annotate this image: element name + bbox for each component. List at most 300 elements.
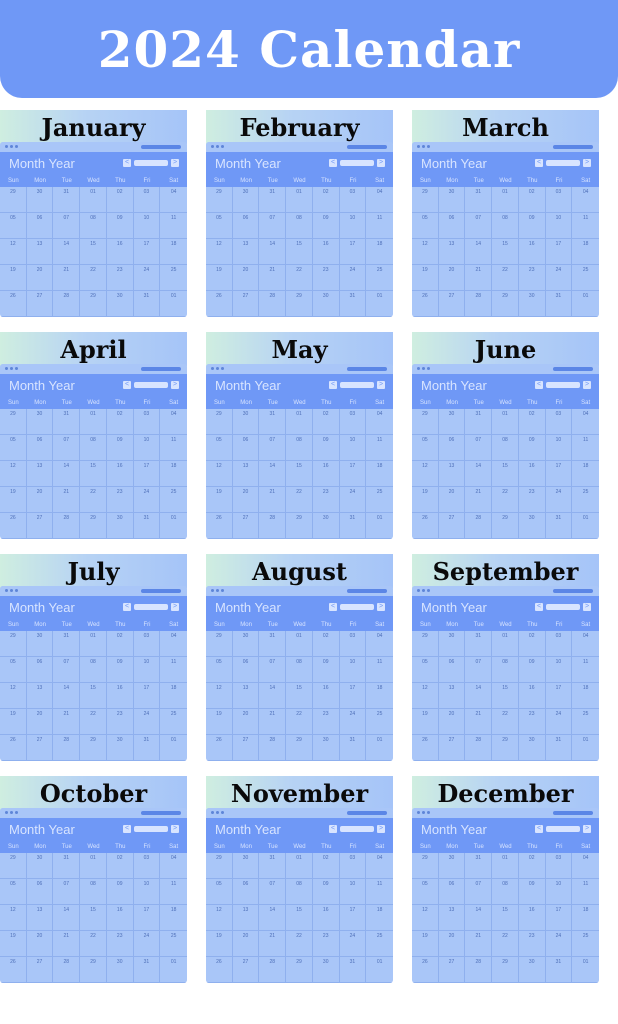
day-cell[interactable]: 31: [340, 957, 367, 983]
day-cell[interactable]: 06: [233, 435, 260, 461]
day-cell[interactable]: 03: [546, 409, 573, 435]
day-cell[interactable]: 29: [412, 631, 439, 657]
day-cell[interactable]: 29: [0, 853, 27, 879]
day-cell[interactable]: 04: [572, 409, 599, 435]
day-cell[interactable]: 28: [259, 513, 286, 539]
day-cell[interactable]: 09: [519, 213, 546, 239]
day-cell[interactable]: 08: [80, 435, 107, 461]
day-cell[interactable]: 03: [340, 631, 367, 657]
day-cell[interactable]: 03: [134, 187, 161, 213]
day-cell[interactable]: 06: [439, 879, 466, 905]
next-month-button[interactable]: >: [378, 381, 384, 388]
day-cell[interactable]: 18: [160, 461, 187, 487]
day-cell[interactable]: 26: [0, 735, 27, 761]
prev-month-button[interactable]: <: [124, 603, 130, 610]
day-cell[interactable]: 22: [80, 931, 107, 957]
day-cell[interactable]: 18: [366, 461, 393, 487]
day-cell[interactable]: 29: [492, 291, 519, 317]
prev-month-button[interactable]: <: [330, 159, 336, 166]
day-cell[interactable]: 26: [0, 957, 27, 983]
day-cell[interactable]: 16: [313, 239, 340, 265]
day-cell[interactable]: 15: [492, 683, 519, 709]
day-cell[interactable]: 12: [0, 461, 27, 487]
day-cell[interactable]: 27: [439, 957, 466, 983]
day-cell[interactable]: 06: [233, 657, 260, 683]
month-select-bar[interactable]: [546, 604, 580, 610]
day-cell[interactable]: 17: [340, 905, 367, 931]
day-cell[interactable]: 16: [313, 905, 340, 931]
day-cell[interactable]: 17: [134, 239, 161, 265]
day-cell[interactable]: 12: [412, 239, 439, 265]
day-cell[interactable]: 14: [53, 461, 80, 487]
day-cell[interactable]: 03: [134, 853, 161, 879]
day-cell[interactable]: 03: [134, 409, 161, 435]
day-cell[interactable]: 29: [0, 631, 27, 657]
day-cell[interactable]: 05: [206, 213, 233, 239]
day-cell[interactable]: 29: [206, 409, 233, 435]
day-cell[interactable]: 16: [519, 905, 546, 931]
day-cell[interactable]: 19: [206, 265, 233, 291]
day-cell[interactable]: 10: [546, 657, 573, 683]
day-cell[interactable]: 30: [439, 631, 466, 657]
day-cell[interactable]: 28: [259, 957, 286, 983]
day-cell[interactable]: 27: [439, 735, 466, 761]
day-cell[interactable]: 20: [27, 487, 54, 513]
day-cell[interactable]: 24: [340, 709, 367, 735]
day-cell[interactable]: 31: [53, 409, 80, 435]
day-cell[interactable]: 16: [107, 461, 134, 487]
prev-month-button[interactable]: <: [124, 825, 130, 832]
day-cell[interactable]: 02: [313, 853, 340, 879]
day-cell[interactable]: 13: [233, 461, 260, 487]
day-cell[interactable]: 14: [465, 461, 492, 487]
day-cell[interactable]: 28: [465, 291, 492, 317]
day-cell[interactable]: 08: [492, 213, 519, 239]
day-cell[interactable]: 31: [465, 853, 492, 879]
day-cell[interactable]: 26: [0, 513, 27, 539]
day-cell[interactable]: 24: [546, 931, 573, 957]
day-cell[interactable]: 07: [53, 879, 80, 905]
day-cell[interactable]: 08: [492, 879, 519, 905]
day-cell[interactable]: 31: [340, 735, 367, 761]
day-cell[interactable]: 30: [313, 291, 340, 317]
day-cell[interactable]: 08: [80, 879, 107, 905]
day-cell[interactable]: 30: [519, 513, 546, 539]
day-cell[interactable]: 30: [313, 513, 340, 539]
day-cell[interactable]: 04: [572, 853, 599, 879]
day-cell[interactable]: 13: [233, 239, 260, 265]
day-cell[interactable]: 20: [439, 709, 466, 735]
day-cell[interactable]: 30: [107, 291, 134, 317]
day-cell[interactable]: 16: [107, 239, 134, 265]
prev-month-button[interactable]: <: [330, 825, 336, 832]
day-cell[interactable]: 10: [546, 879, 573, 905]
day-cell[interactable]: 31: [465, 631, 492, 657]
day-cell[interactable]: 31: [259, 853, 286, 879]
day-cell[interactable]: 01: [160, 735, 187, 761]
day-cell[interactable]: 31: [465, 187, 492, 213]
day-cell[interactable]: 01: [492, 853, 519, 879]
day-cell[interactable]: 01: [160, 291, 187, 317]
day-cell[interactable]: 10: [134, 435, 161, 461]
day-cell[interactable]: 11: [160, 435, 187, 461]
day-cell[interactable]: 22: [492, 487, 519, 513]
day-cell[interactable]: 20: [27, 265, 54, 291]
day-cell[interactable]: 21: [465, 265, 492, 291]
prev-month-button[interactable]: <: [330, 603, 336, 610]
day-cell[interactable]: 01: [286, 631, 313, 657]
day-cell[interactable]: 05: [412, 879, 439, 905]
day-cell[interactable]: 15: [286, 239, 313, 265]
day-cell[interactable]: 10: [134, 879, 161, 905]
day-cell[interactable]: 18: [160, 239, 187, 265]
day-cell[interactable]: 10: [340, 213, 367, 239]
day-cell[interactable]: 04: [366, 409, 393, 435]
day-cell[interactable]: 16: [107, 683, 134, 709]
day-cell[interactable]: 04: [572, 187, 599, 213]
day-cell[interactable]: 17: [546, 683, 573, 709]
day-cell[interactable]: 01: [572, 291, 599, 317]
day-cell[interactable]: 31: [259, 187, 286, 213]
month-select-bar[interactable]: [546, 160, 580, 166]
month-select-bar[interactable]: [134, 382, 168, 388]
day-cell[interactable]: 04: [366, 187, 393, 213]
day-cell[interactable]: 22: [286, 709, 313, 735]
day-cell[interactable]: 24: [546, 709, 573, 735]
day-cell[interactable]: 10: [546, 435, 573, 461]
day-cell[interactable]: 29: [206, 631, 233, 657]
day-cell[interactable]: 22: [80, 709, 107, 735]
day-cell[interactable]: 02: [519, 853, 546, 879]
day-cell[interactable]: 05: [412, 213, 439, 239]
day-cell[interactable]: 31: [134, 291, 161, 317]
day-cell[interactable]: 12: [206, 905, 233, 931]
day-cell[interactable]: 07: [465, 213, 492, 239]
day-cell[interactable]: 21: [53, 931, 80, 957]
day-cell[interactable]: 29: [286, 735, 313, 761]
day-cell[interactable]: 03: [340, 409, 367, 435]
day-cell[interactable]: 21: [465, 931, 492, 957]
prev-month-button[interactable]: <: [124, 159, 130, 166]
day-cell[interactable]: 19: [0, 265, 27, 291]
day-cell[interactable]: 15: [492, 905, 519, 931]
day-cell[interactable]: 01: [80, 409, 107, 435]
day-cell[interactable]: 29: [0, 187, 27, 213]
day-cell[interactable]: 05: [206, 435, 233, 461]
day-cell[interactable]: 09: [107, 657, 134, 683]
day-cell[interactable]: 02: [107, 187, 134, 213]
day-cell[interactable]: 12: [206, 683, 233, 709]
day-cell[interactable]: 23: [519, 265, 546, 291]
day-cell[interactable]: 12: [206, 239, 233, 265]
day-cell[interactable]: 29: [412, 187, 439, 213]
day-cell[interactable]: 24: [134, 487, 161, 513]
day-cell[interactable]: 11: [366, 879, 393, 905]
day-cell[interactable]: 04: [366, 853, 393, 879]
day-cell[interactable]: 25: [366, 709, 393, 735]
day-cell[interactable]: 29: [80, 513, 107, 539]
day-cell[interactable]: 04: [572, 631, 599, 657]
day-cell[interactable]: 28: [53, 513, 80, 539]
day-cell[interactable]: 13: [439, 683, 466, 709]
day-cell[interactable]: 21: [53, 487, 80, 513]
month-select-bar[interactable]: [340, 826, 374, 832]
day-cell[interactable]: 09: [313, 657, 340, 683]
day-cell[interactable]: 25: [160, 487, 187, 513]
day-cell[interactable]: 14: [259, 683, 286, 709]
day-cell[interactable]: 06: [439, 657, 466, 683]
day-cell[interactable]: 29: [492, 957, 519, 983]
day-cell[interactable]: 27: [439, 291, 466, 317]
day-cell[interactable]: 07: [53, 213, 80, 239]
day-cell[interactable]: 15: [80, 905, 107, 931]
day-cell[interactable]: 12: [0, 239, 27, 265]
day-cell[interactable]: 07: [53, 657, 80, 683]
day-cell[interactable]: 31: [134, 513, 161, 539]
day-cell[interactable]: 18: [366, 239, 393, 265]
day-cell[interactable]: 12: [412, 461, 439, 487]
day-cell[interactable]: 19: [412, 265, 439, 291]
day-cell[interactable]: 30: [27, 853, 54, 879]
day-cell[interactable]: 30: [439, 187, 466, 213]
day-cell[interactable]: 02: [107, 409, 134, 435]
day-cell[interactable]: 31: [546, 513, 573, 539]
day-cell[interactable]: 31: [546, 735, 573, 761]
day-cell[interactable]: 05: [0, 213, 27, 239]
day-cell[interactable]: 29: [80, 291, 107, 317]
day-cell[interactable]: 13: [27, 239, 54, 265]
day-cell[interactable]: 11: [572, 435, 599, 461]
day-cell[interactable]: 24: [134, 931, 161, 957]
next-month-button[interactable]: >: [584, 603, 590, 610]
day-cell[interactable]: 01: [286, 409, 313, 435]
day-cell[interactable]: 30: [313, 957, 340, 983]
next-month-button[interactable]: >: [378, 159, 384, 166]
day-cell[interactable]: 20: [233, 265, 260, 291]
day-cell[interactable]: 22: [286, 931, 313, 957]
day-cell[interactable]: 07: [259, 879, 286, 905]
day-cell[interactable]: 30: [313, 735, 340, 761]
day-cell[interactable]: 05: [0, 657, 27, 683]
day-cell[interactable]: 07: [259, 657, 286, 683]
next-month-button[interactable]: >: [172, 825, 178, 832]
day-cell[interactable]: 13: [27, 461, 54, 487]
day-cell[interactable]: 11: [160, 213, 187, 239]
day-cell[interactable]: 04: [160, 631, 187, 657]
day-cell[interactable]: 14: [259, 239, 286, 265]
day-cell[interactable]: 29: [0, 409, 27, 435]
day-cell[interactable]: 11: [366, 213, 393, 239]
day-cell[interactable]: 24: [134, 265, 161, 291]
day-cell[interactable]: 30: [519, 735, 546, 761]
day-cell[interactable]: 27: [27, 513, 54, 539]
day-cell[interactable]: 17: [340, 239, 367, 265]
next-month-button[interactable]: >: [378, 825, 384, 832]
day-cell[interactable]: 29: [286, 513, 313, 539]
day-cell[interactable]: 23: [107, 931, 134, 957]
day-cell[interactable]: 18: [366, 905, 393, 931]
day-cell[interactable]: 01: [572, 957, 599, 983]
day-cell[interactable]: 25: [160, 265, 187, 291]
day-cell[interactable]: 28: [465, 957, 492, 983]
prev-month-button[interactable]: <: [124, 381, 130, 388]
month-select-bar[interactable]: [134, 160, 168, 166]
day-cell[interactable]: 14: [259, 905, 286, 931]
day-cell[interactable]: 08: [286, 879, 313, 905]
day-cell[interactable]: 31: [465, 409, 492, 435]
prev-month-button[interactable]: <: [536, 159, 542, 166]
day-cell[interactable]: 27: [27, 957, 54, 983]
day-cell[interactable]: 03: [546, 187, 573, 213]
day-cell[interactable]: 19: [412, 709, 439, 735]
day-cell[interactable]: 17: [340, 461, 367, 487]
day-cell[interactable]: 01: [160, 957, 187, 983]
day-cell[interactable]: 04: [366, 631, 393, 657]
day-cell[interactable]: 22: [492, 709, 519, 735]
day-cell[interactable]: 21: [259, 487, 286, 513]
day-cell[interactable]: 30: [233, 409, 260, 435]
day-cell[interactable]: 01: [80, 187, 107, 213]
day-cell[interactable]: 11: [572, 213, 599, 239]
day-cell[interactable]: 26: [412, 735, 439, 761]
day-cell[interactable]: 09: [519, 879, 546, 905]
day-cell[interactable]: 27: [233, 513, 260, 539]
day-cell[interactable]: 10: [134, 657, 161, 683]
day-cell[interactable]: 01: [572, 513, 599, 539]
day-cell[interactable]: 23: [519, 487, 546, 513]
day-cell[interactable]: 05: [206, 879, 233, 905]
month-select-bar[interactable]: [134, 604, 168, 610]
day-cell[interactable]: 21: [465, 487, 492, 513]
day-cell[interactable]: 28: [259, 735, 286, 761]
day-cell[interactable]: 08: [286, 213, 313, 239]
day-cell[interactable]: 30: [107, 957, 134, 983]
day-cell[interactable]: 04: [160, 853, 187, 879]
day-cell[interactable]: 19: [412, 487, 439, 513]
day-cell[interactable]: 01: [366, 957, 393, 983]
day-cell[interactable]: 17: [546, 461, 573, 487]
day-cell[interactable]: 31: [259, 409, 286, 435]
day-cell[interactable]: 18: [572, 905, 599, 931]
day-cell[interactable]: 15: [80, 239, 107, 265]
day-cell[interactable]: 27: [233, 291, 260, 317]
day-cell[interactable]: 20: [27, 931, 54, 957]
day-cell[interactable]: 28: [465, 735, 492, 761]
day-cell[interactable]: 17: [134, 905, 161, 931]
day-cell[interactable]: 13: [439, 461, 466, 487]
day-cell[interactable]: 29: [286, 957, 313, 983]
day-cell[interactable]: 30: [439, 409, 466, 435]
day-cell[interactable]: 12: [412, 683, 439, 709]
day-cell[interactable]: 20: [233, 931, 260, 957]
day-cell[interactable]: 30: [27, 187, 54, 213]
day-cell[interactable]: 25: [160, 931, 187, 957]
prev-month-button[interactable]: <: [330, 381, 336, 388]
day-cell[interactable]: 01: [492, 187, 519, 213]
day-cell[interactable]: 01: [572, 735, 599, 761]
day-cell[interactable]: 27: [233, 735, 260, 761]
day-cell[interactable]: 08: [286, 435, 313, 461]
day-cell[interactable]: 29: [206, 187, 233, 213]
day-cell[interactable]: 22: [80, 487, 107, 513]
day-cell[interactable]: 21: [53, 265, 80, 291]
day-cell[interactable]: 19: [206, 487, 233, 513]
day-cell[interactable]: 25: [572, 931, 599, 957]
day-cell[interactable]: 30: [107, 735, 134, 761]
day-cell[interactable]: 26: [412, 291, 439, 317]
day-cell[interactable]: 26: [206, 957, 233, 983]
day-cell[interactable]: 07: [465, 657, 492, 683]
day-cell[interactable]: 31: [546, 957, 573, 983]
day-cell[interactable]: 09: [107, 879, 134, 905]
day-cell[interactable]: 10: [340, 657, 367, 683]
day-cell[interactable]: 24: [340, 265, 367, 291]
day-cell[interactable]: 01: [366, 513, 393, 539]
next-month-button[interactable]: >: [172, 603, 178, 610]
day-cell[interactable]: 24: [340, 931, 367, 957]
day-cell[interactable]: 31: [53, 187, 80, 213]
day-cell[interactable]: 11: [572, 879, 599, 905]
day-cell[interactable]: 07: [465, 879, 492, 905]
day-cell[interactable]: 01: [492, 631, 519, 657]
day-cell[interactable]: 30: [27, 409, 54, 435]
day-cell[interactable]: 30: [233, 631, 260, 657]
day-cell[interactable]: 12: [0, 905, 27, 931]
day-cell[interactable]: 21: [259, 709, 286, 735]
day-cell[interactable]: 27: [27, 291, 54, 317]
day-cell[interactable]: 08: [492, 657, 519, 683]
day-cell[interactable]: 15: [492, 461, 519, 487]
day-cell[interactable]: 06: [27, 213, 54, 239]
day-cell[interactable]: 20: [27, 709, 54, 735]
day-cell[interactable]: 15: [286, 683, 313, 709]
day-cell[interactable]: 13: [439, 905, 466, 931]
day-cell[interactable]: 05: [0, 435, 27, 461]
day-cell[interactable]: 02: [313, 187, 340, 213]
day-cell[interactable]: 16: [313, 461, 340, 487]
day-cell[interactable]: 16: [313, 683, 340, 709]
day-cell[interactable]: 02: [313, 409, 340, 435]
day-cell[interactable]: 28: [259, 291, 286, 317]
day-cell[interactable]: 28: [53, 735, 80, 761]
day-cell[interactable]: 09: [107, 435, 134, 461]
day-cell[interactable]: 20: [439, 265, 466, 291]
day-cell[interactable]: 05: [412, 657, 439, 683]
month-select-bar[interactable]: [134, 826, 168, 832]
day-cell[interactable]: 19: [206, 931, 233, 957]
day-cell[interactable]: 15: [286, 461, 313, 487]
day-cell[interactable]: 07: [259, 213, 286, 239]
day-cell[interactable]: 19: [0, 709, 27, 735]
day-cell[interactable]: 04: [160, 187, 187, 213]
day-cell[interactable]: 05: [206, 657, 233, 683]
day-cell[interactable]: 11: [366, 657, 393, 683]
day-cell[interactable]: 06: [27, 879, 54, 905]
day-cell[interactable]: 09: [519, 435, 546, 461]
day-cell[interactable]: 13: [27, 683, 54, 709]
day-cell[interactable]: 07: [465, 435, 492, 461]
day-cell[interactable]: 31: [53, 631, 80, 657]
day-cell[interactable]: 29: [286, 291, 313, 317]
day-cell[interactable]: 10: [340, 435, 367, 461]
day-cell[interactable]: 11: [160, 879, 187, 905]
day-cell[interactable]: 14: [465, 239, 492, 265]
day-cell[interactable]: 09: [107, 213, 134, 239]
month-select-bar[interactable]: [546, 826, 580, 832]
day-cell[interactable]: 09: [519, 657, 546, 683]
day-cell[interactable]: 17: [134, 461, 161, 487]
day-cell[interactable]: 24: [134, 709, 161, 735]
